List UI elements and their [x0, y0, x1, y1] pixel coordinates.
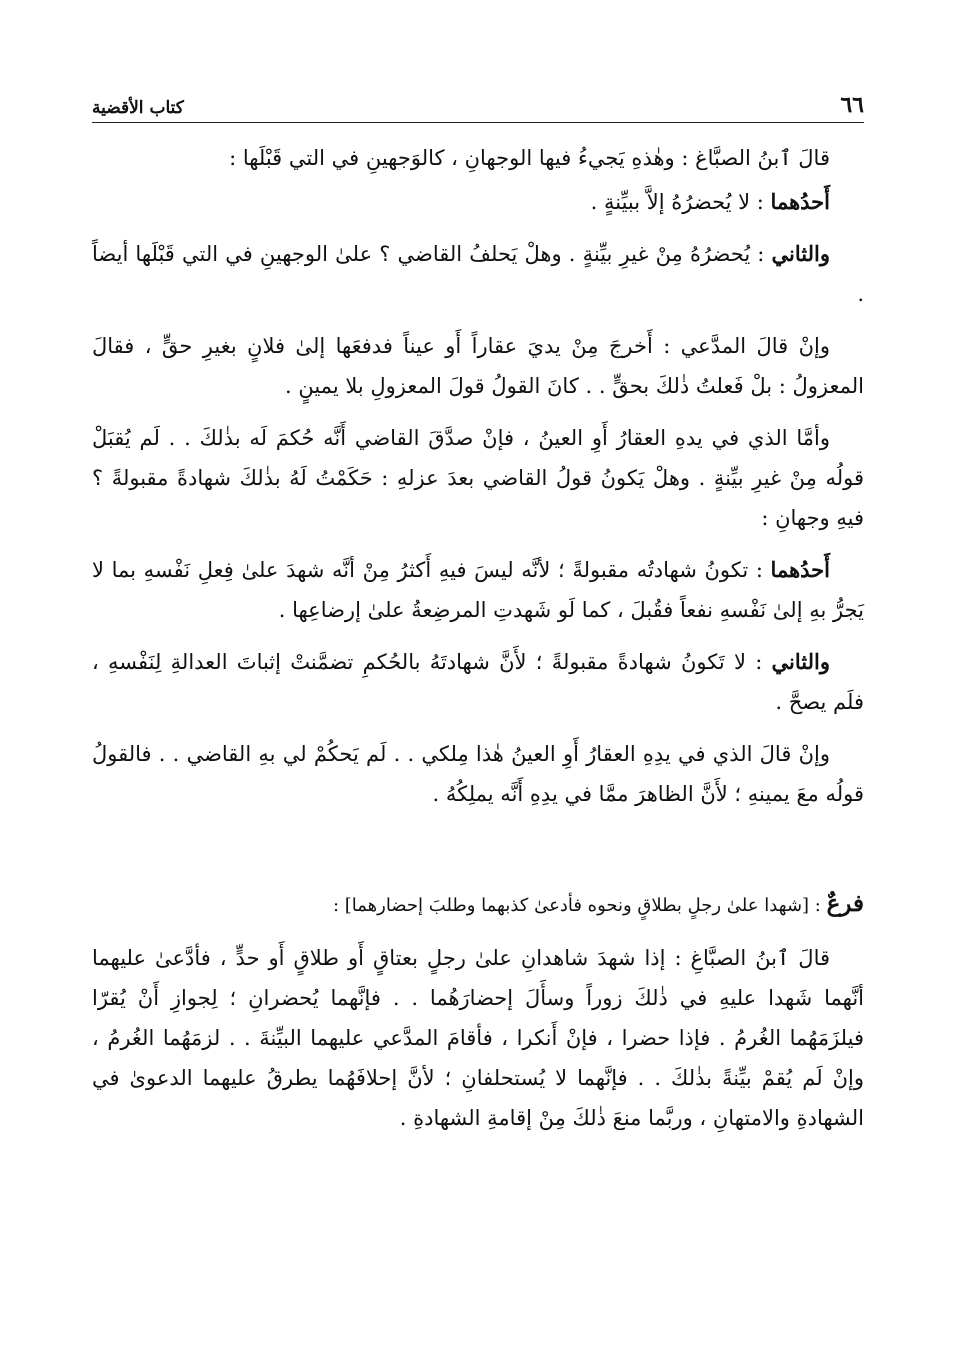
paragraph	[92, 418, 864, 538]
paragraph-text: : تكونُ شهادتُه مقبولةً ؛ لأنَّه ليسَ فيهِ أَكثرُ مِنْ أنَّه شهدَ علىٰ فِعلِ نَفْسهِ بما لا يَجرُّ بهِ إلىٰ نَفْسهِ نفعاً فقُبلَ ، كما لَو شَهدتِ المرضِعةُ علىٰ إرضاعِها .	[92, 558, 864, 622]
paragraph-text: : لا يُحضرُهُ إلاَّ ببيِّنةٍ .	[590, 190, 771, 214]
paragraph-lead: أَحدُهما	[770, 557, 830, 582]
paragraph	[92, 734, 864, 814]
running-title: كتاب الأقضية	[92, 98, 184, 118]
paragraph-text: وإنْ قالَ الذي في يدِهِ العقارُ أَوِ العينُ هٰذا مِلكي . . لَم يَحكُمْ لي بهِ القاضي . . فالقولُ قولُه معَ يمينهِ ؛ لأَنَّ الظاهرَ ممَّا في يدِهِ أَنَّه يملِكُهُ .	[92, 742, 864, 806]
paragraph	[92, 326, 864, 406]
paragraph-text: قالَ ٱبنُ الصبَّاغ : وهٰذهِ يَجيءُ فيها الوجهانِ ، كالوَجهينِ في التي قَبْلَها :	[229, 146, 830, 170]
page-body	[92, 138, 864, 1150]
section-label: فرعٌ	[826, 890, 864, 917]
paragraph-text: وإنْ قالَ المدَّعي : أَخرجَ مِنْ يديَ عقاراً أَو عيناً فدفعَها إلىٰ فلانٍ بغيرِ حقٍّ ، فقالَ المعزولُ : بلْ فَعلتُ ذٰلكَ بحقٍّ . . كانَ القولُ قولَ المعزولِ بلا يمينٍ .	[92, 334, 864, 398]
paragraph-text: : يُحضرُهُ مِنْ غيرِ بيِّنةٍ . وهلْ يَحلفُ القاضي ؟ علىٰ الوجهينِ في التي قَبْلَها أيضاً .	[92, 242, 864, 306]
paragraph-lead: أَحدُهما	[770, 189, 830, 214]
page-number: ٦٦	[840, 92, 864, 118]
page-header	[92, 84, 864, 123]
paragraph	[92, 182, 864, 222]
paragraph-text: وأمَّا الذي في يدهِ العقارُ أَوِ العينُ ، فإنْ صدَّقَ القاضي أَنَّه حُكمَ لَه بذٰلكَ . . لَم يُقبَلْ قولُه مِنْ غيرِ بيِّنةٍ . وهلْ يَكونُ قولُ القاضي بعدَ عزلهِ : حَكَمْتُ لَهُ بذٰلكَ شهادةً مقبولةً ؟ فيهِ وجهانِ :	[92, 426, 864, 530]
paragraph	[92, 138, 864, 178]
paragraph	[92, 642, 864, 722]
paragraph: قالَ ٱبنُ الصبَّاغِ : إذا شهدَ شاهدانِ علىٰ رجلٍ بعتاقٍ أَو طلاقٍ أَو حدٍّ ، فأدَّعىٰ عليهما أنَّهما شَهدا عليهِ في ذٰلكَ زوراً وسأَلَ إحضارَهُما . . فإنَّهما يُحضرانِ ؛ لِجوازِ أَنْ يُقرّا فيلزَمَهُما الغُرمُ . فإذا حضرا ، فإنْ أَنكرا ، فأقامَ المدَّعي عليهما البيِّنةَ . . لزمَهُما الغُرمُ ، وإنْ لَم يُقمْ بيِّنةً بذٰلكَ . . فإنَّهما لا يُستحلفانِ ؛ لأنَّ إحلافَهُما يطرقُ عليهما الدعوىٰ في الشهادةِ والامتهانِ ، وربَّما منعَ ذٰلكَ مِنْ إقامةِ الشهادةِ .	[92, 946, 864, 1130]
paragraph-lead: والثاني	[771, 649, 830, 674]
section-title: : [شهدا علىٰ رجلٍ بطلاقٍ ونحوه فأدعىٰ كذبهما وطلبَ إحضارهما] :	[332, 895, 827, 916]
paragraph	[92, 550, 864, 630]
paragraph-lead: والثاني	[771, 241, 830, 266]
section-spacer	[92, 826, 864, 884]
section-heading	[92, 884, 864, 926]
paragraph-text: : لا تَكونُ شهادةً مقبولةً ؛ لأَنَّ شهادتَهُ بالحُكمِ تضمَّنتْ إثباتَ العدالةِ لِنَفْسهِ ، فلَم يصحَّ .	[92, 650, 864, 714]
paragraph	[92, 234, 864, 314]
